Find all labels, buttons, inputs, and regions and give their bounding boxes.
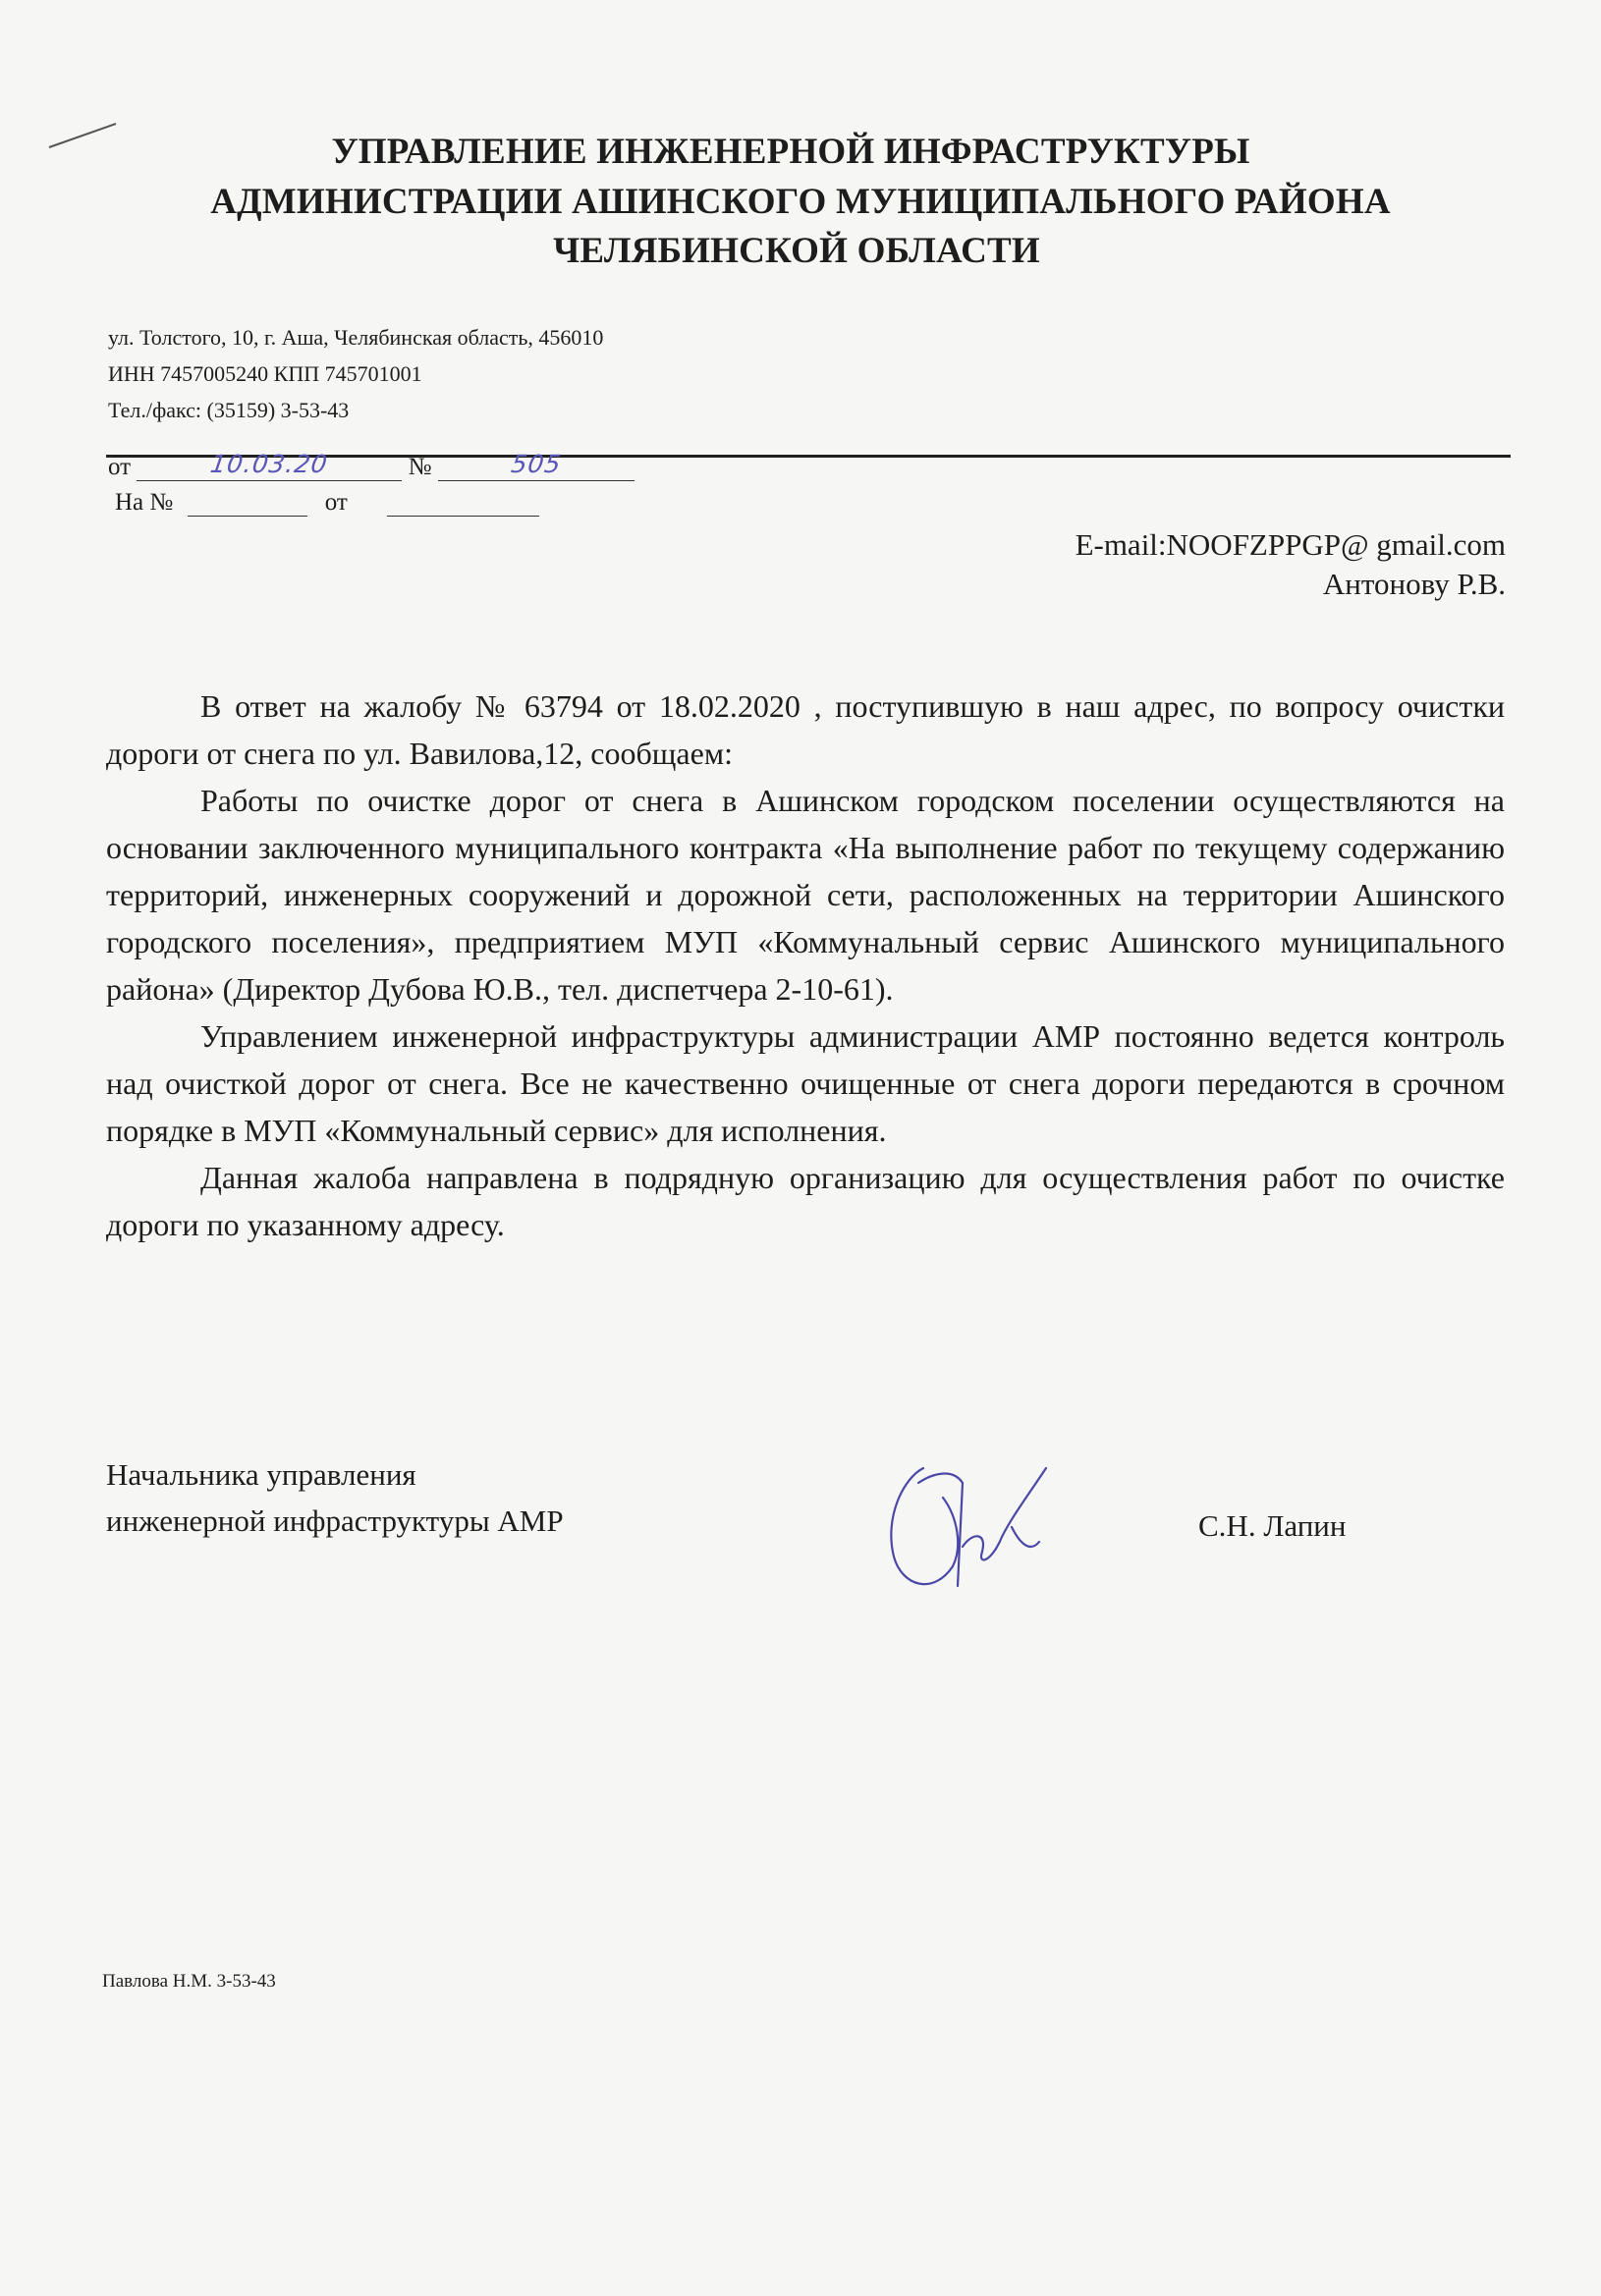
signatory-title-line-2: инженерной инфраструктуры АМР [106, 1503, 564, 1538]
date-field [137, 450, 402, 481]
number-label: № [408, 454, 432, 480]
body-paragraph: Работы по очистке дорог от снега в Ашинском городском поселении осуществляются на основании заключенного муниципального контракта «На выполнение работ по текущему содержанию территорий, инженерных сооружений и дорожной сети, расположенных на территории Ашинского городского поселения», предприятием МУП «Коммунальный сервис Ашинского муниципального района» (Директор Дубова Ю.В., тел. диспетчера 2-10-61). [106, 783, 1505, 1007]
body-paragraph: В ответ на жалобу № 63794 от 18.02.2020 , поступившую в наш адрес, по вопросу очистки дороги от снега по ул. Вавилова,12, сообщаем: [106, 688, 1505, 771]
sender-contacts [108, 319, 603, 428]
letterhead-line-3: ЧЕЛЯБИНСКОЙ ОБЛАСТИ [553, 231, 1040, 271]
addressee-name: Антонову Р.В. [1322, 567, 1506, 601]
ref-number-field [188, 490, 307, 517]
handwritten-number: 505 [509, 450, 564, 478]
letter-body [106, 683, 1505, 1248]
signatory-title [106, 1451, 564, 1544]
addressee-block [1076, 525, 1506, 604]
sender-phone: Тел./факс: (35159) 3-53-43 [108, 398, 350, 422]
body-paragraph: Данная жалоба направлена в подрядную организацию для осуществления работ по очистке дороги по указанному адресу. [106, 1160, 1505, 1242]
letterhead-line-1: УПРАВЛЕНИЕ ИНЖЕНЕРНОЙ ИНФРАСТРУКТУРЫ [331, 132, 1250, 172]
handwritten-signature [864, 1439, 1061, 1606]
signatory-name: С.Н. Лапин [1198, 1508, 1347, 1543]
handwritten-date: 10.03.20 [208, 450, 331, 478]
sender-tax-ids: ИНН 7457005240 КПП 745701001 [108, 361, 422, 386]
incoming-reference [115, 489, 539, 517]
ref-date-label: от [324, 489, 348, 516]
body-paragraph: Управлением инженерной инфраструктуры администрации АМР постоянно ведется контроль над очисткой дорог от снега. Все не качественно очищенные от снега дороги передаются в срочном порядке в МУП «Коммунальный сервис» для исполнения. [106, 1018, 1505, 1148]
signatory-title-line-1: Начальника управления [106, 1457, 416, 1492]
ref-date-field [387, 490, 539, 517]
sender-address: ул. Толстого, 10, г. Аша, Челябинская область, 456010 [108, 325, 604, 350]
executor-info: Павлова Н.М. 3-53-43 [102, 1971, 276, 1992]
number-field [438, 450, 635, 481]
date-label: от [108, 454, 132, 480]
letterhead-line-2: АДМИНИСТРАЦИИ АШИНСКОГО МУНИЦИПАЛЬНОГО РАЙОНА [210, 182, 1391, 222]
addressee-email: E-mail:NOOFZPPGP@ gmail.com [1075, 527, 1506, 562]
outgoing-registration [108, 450, 635, 481]
ref-number-label: На № [115, 489, 174, 516]
